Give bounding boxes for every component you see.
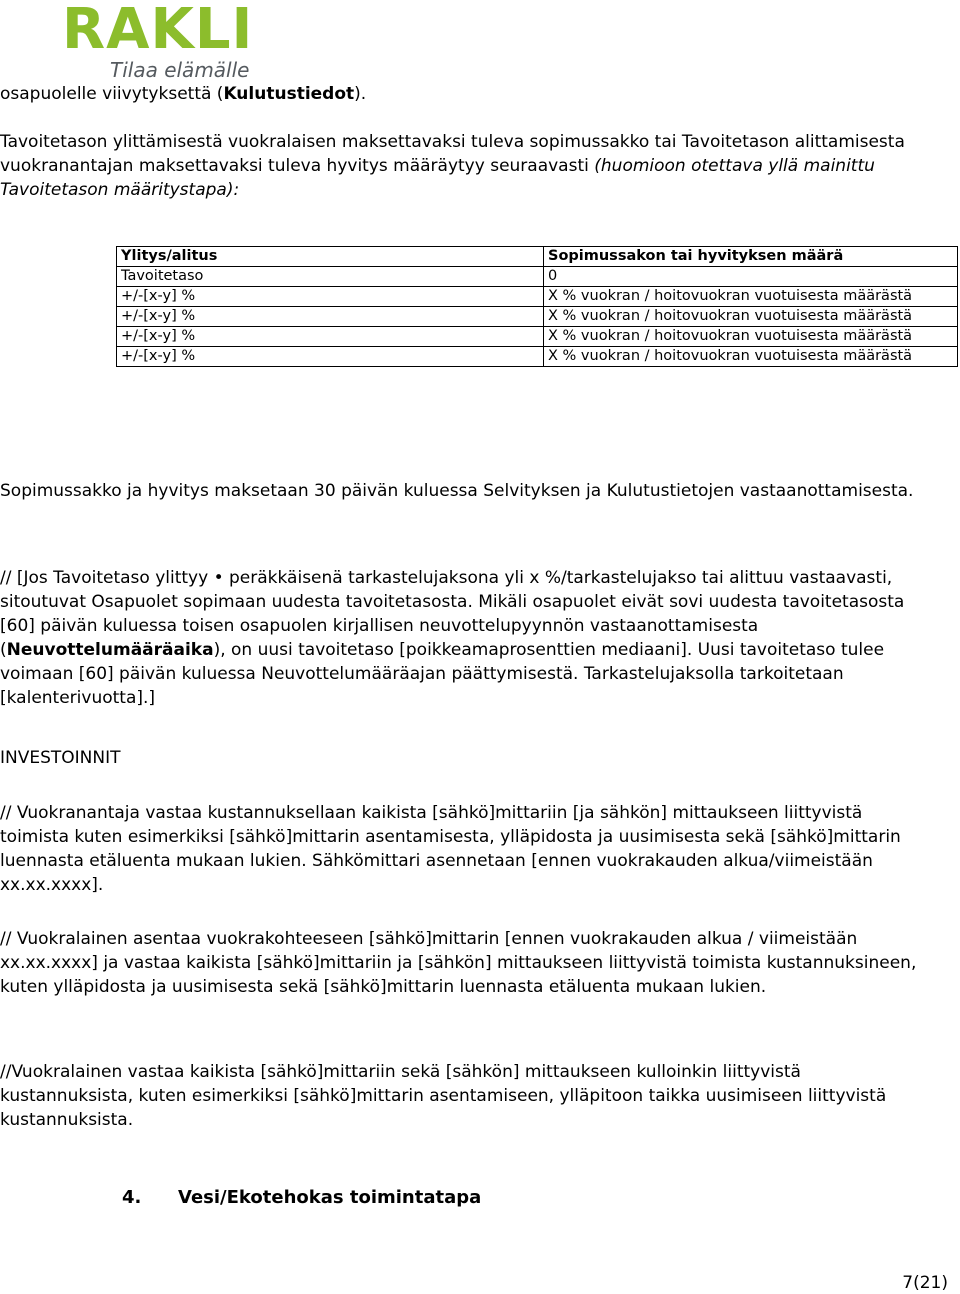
table-row: [117, 327, 958, 347]
investments-paragraph-3: //Vuokralainen vastaa kaikista [sähkö]mittariin sekä [sähkön] mittaukseen kulloinkin liittyvistä kustannuksista, kuten esimerkiksi [sähkö]mittarin asentamiseen, ylläpitoon taikka uusimiseen liittyvistä kustannuksista.: [0, 1062, 887, 1130]
table-header-cell: Ylitys/alitus: [117, 247, 544, 267]
rakli-logo: [62, 0, 292, 82]
investments-heading: INVESTOINNIT: [0, 748, 121, 768]
table-cell: +/-[x-y] %: [117, 307, 544, 327]
intro-bold: Kulutustiedot: [223, 84, 355, 104]
table-row: [117, 287, 958, 307]
table-cell: X % vuokran / hoitovuokran vuotuisesta määrästä: [544, 307, 958, 327]
investments-paragraph-2: // Vuokralainen asentaa vuokrakohteeseen [sähkö]mittarin [ennen vuokrakauden alkua / viimeistään xx.xx.xxxx] ja vastaa kaikista [sähkö]mittariin ja [sähkön] mittaukseen liittyvistä toimista kustannuksineen, kuten ylläpidosta ja uusimisesta sekä [sähkö]mittarin luennasta etäluenta mukaan lukien.: [0, 929, 917, 997]
payment-paragraph: Sopimussakko ja hyvitys maksetaan 30 päivän kuluessa Selvityksen ja Kulutustietojen vastaanottamisesta.: [0, 481, 914, 501]
table-cell: 0: [544, 267, 958, 287]
intro-end: ).: [354, 84, 367, 104]
renegotiation-text-1: // [Jos Tavoitetaso ylittyy • peräkkäisenä tarkastelujaksona yli x %/tarkastelujakso tai alittuu vastaavasti, sitoutuvat Osapuolet sopimaan uudesta tavoitetasosta. Mikäli osapuolet eivät sovi uudesta tavoitetasosta [60] päivän kuluessa toisen osapuolen kirjallisen neuvottelupyynnön vastaanottamisesta (: [0, 568, 905, 660]
intro-text: osapuolelle viivytyksettä (: [0, 84, 224, 104]
penalty-table: [116, 246, 958, 367]
table-row: [117, 347, 958, 367]
table-cell: +/-[x-y] %: [117, 327, 544, 347]
renegotiation-bold: Neuvottelumääräaika: [6, 640, 214, 660]
table-cell: +/-[x-y] %: [117, 287, 544, 307]
section-heading: [122, 1186, 960, 1210]
page-number: 7(21): [902, 1273, 948, 1293]
para2-normal: Tavoitetason ylittämisestä vuokralaisen maksettavaksi tuleva sopimussakko tai Tavoitetason alittamisesta vuokranantajan maksettavaksi tuleva hyvitys määräytyy seuraavasti: [0, 132, 905, 176]
logo-tagline: Tilaa elämälle: [110, 58, 250, 82]
table-cell: Tavoitetaso: [117, 267, 544, 287]
section-number: 4.: [122, 1187, 142, 1208]
table-cell: +/-[x-y] %: [117, 347, 544, 367]
renegotiation-text-2: ), on uusi tavoitetaso [poikkeamaprosenttien mediaani]. Uusi tavoitetaso tulee voimaan [60] päivän kuluessa Neuvottelumääräajan päättymisestä. Tarkastelujaksolla tarkoitetaan [kalenterivuotta].]: [0, 640, 885, 708]
table-cell: X % vuokran / hoitovuokran vuotuisesta määrästä: [544, 327, 958, 347]
section-title: Vesi/Ekotehokas toimintatapa: [178, 1187, 482, 1208]
renegotiation-paragraph: [0, 566, 930, 710]
table-row: [117, 307, 958, 327]
intro-line: [0, 82, 930, 106]
table-header-cell: Sopimussakon tai hyvityksen määrä: [544, 247, 958, 267]
para2-italic: (huomioon otettava yllä mainittu Tavoitetason määritystapa):: [0, 156, 875, 200]
table-cell: X % vuokran / hoitovuokran vuotuisesta määrästä: [544, 347, 958, 367]
logo-wordmark: RAKLI: [62, 0, 254, 62]
table-row: [117, 267, 958, 287]
investments-paragraph-1: // Vuokranantaja vastaa kustannuksellaan kaikista [sähkö]mittariin [ja sähkön] mittaukseen liittyvistä toimista kuten esimerkiksi [sähkö]mittarin asentamisesta, ylläpidosta ja uusimisesta sekä [sähkö]mittarin luennasta etäluenta mukaan lukien. Sähkömittari asennetaan [ennen vuokrakauden alkua/viimeistään xx.xx.xxxx].: [0, 803, 901, 895]
target-level-paragraph: [0, 130, 920, 202]
table-header-row: [117, 247, 958, 267]
table-cell: X % vuokran / hoitovuokran vuotuisesta määrästä: [544, 287, 958, 307]
